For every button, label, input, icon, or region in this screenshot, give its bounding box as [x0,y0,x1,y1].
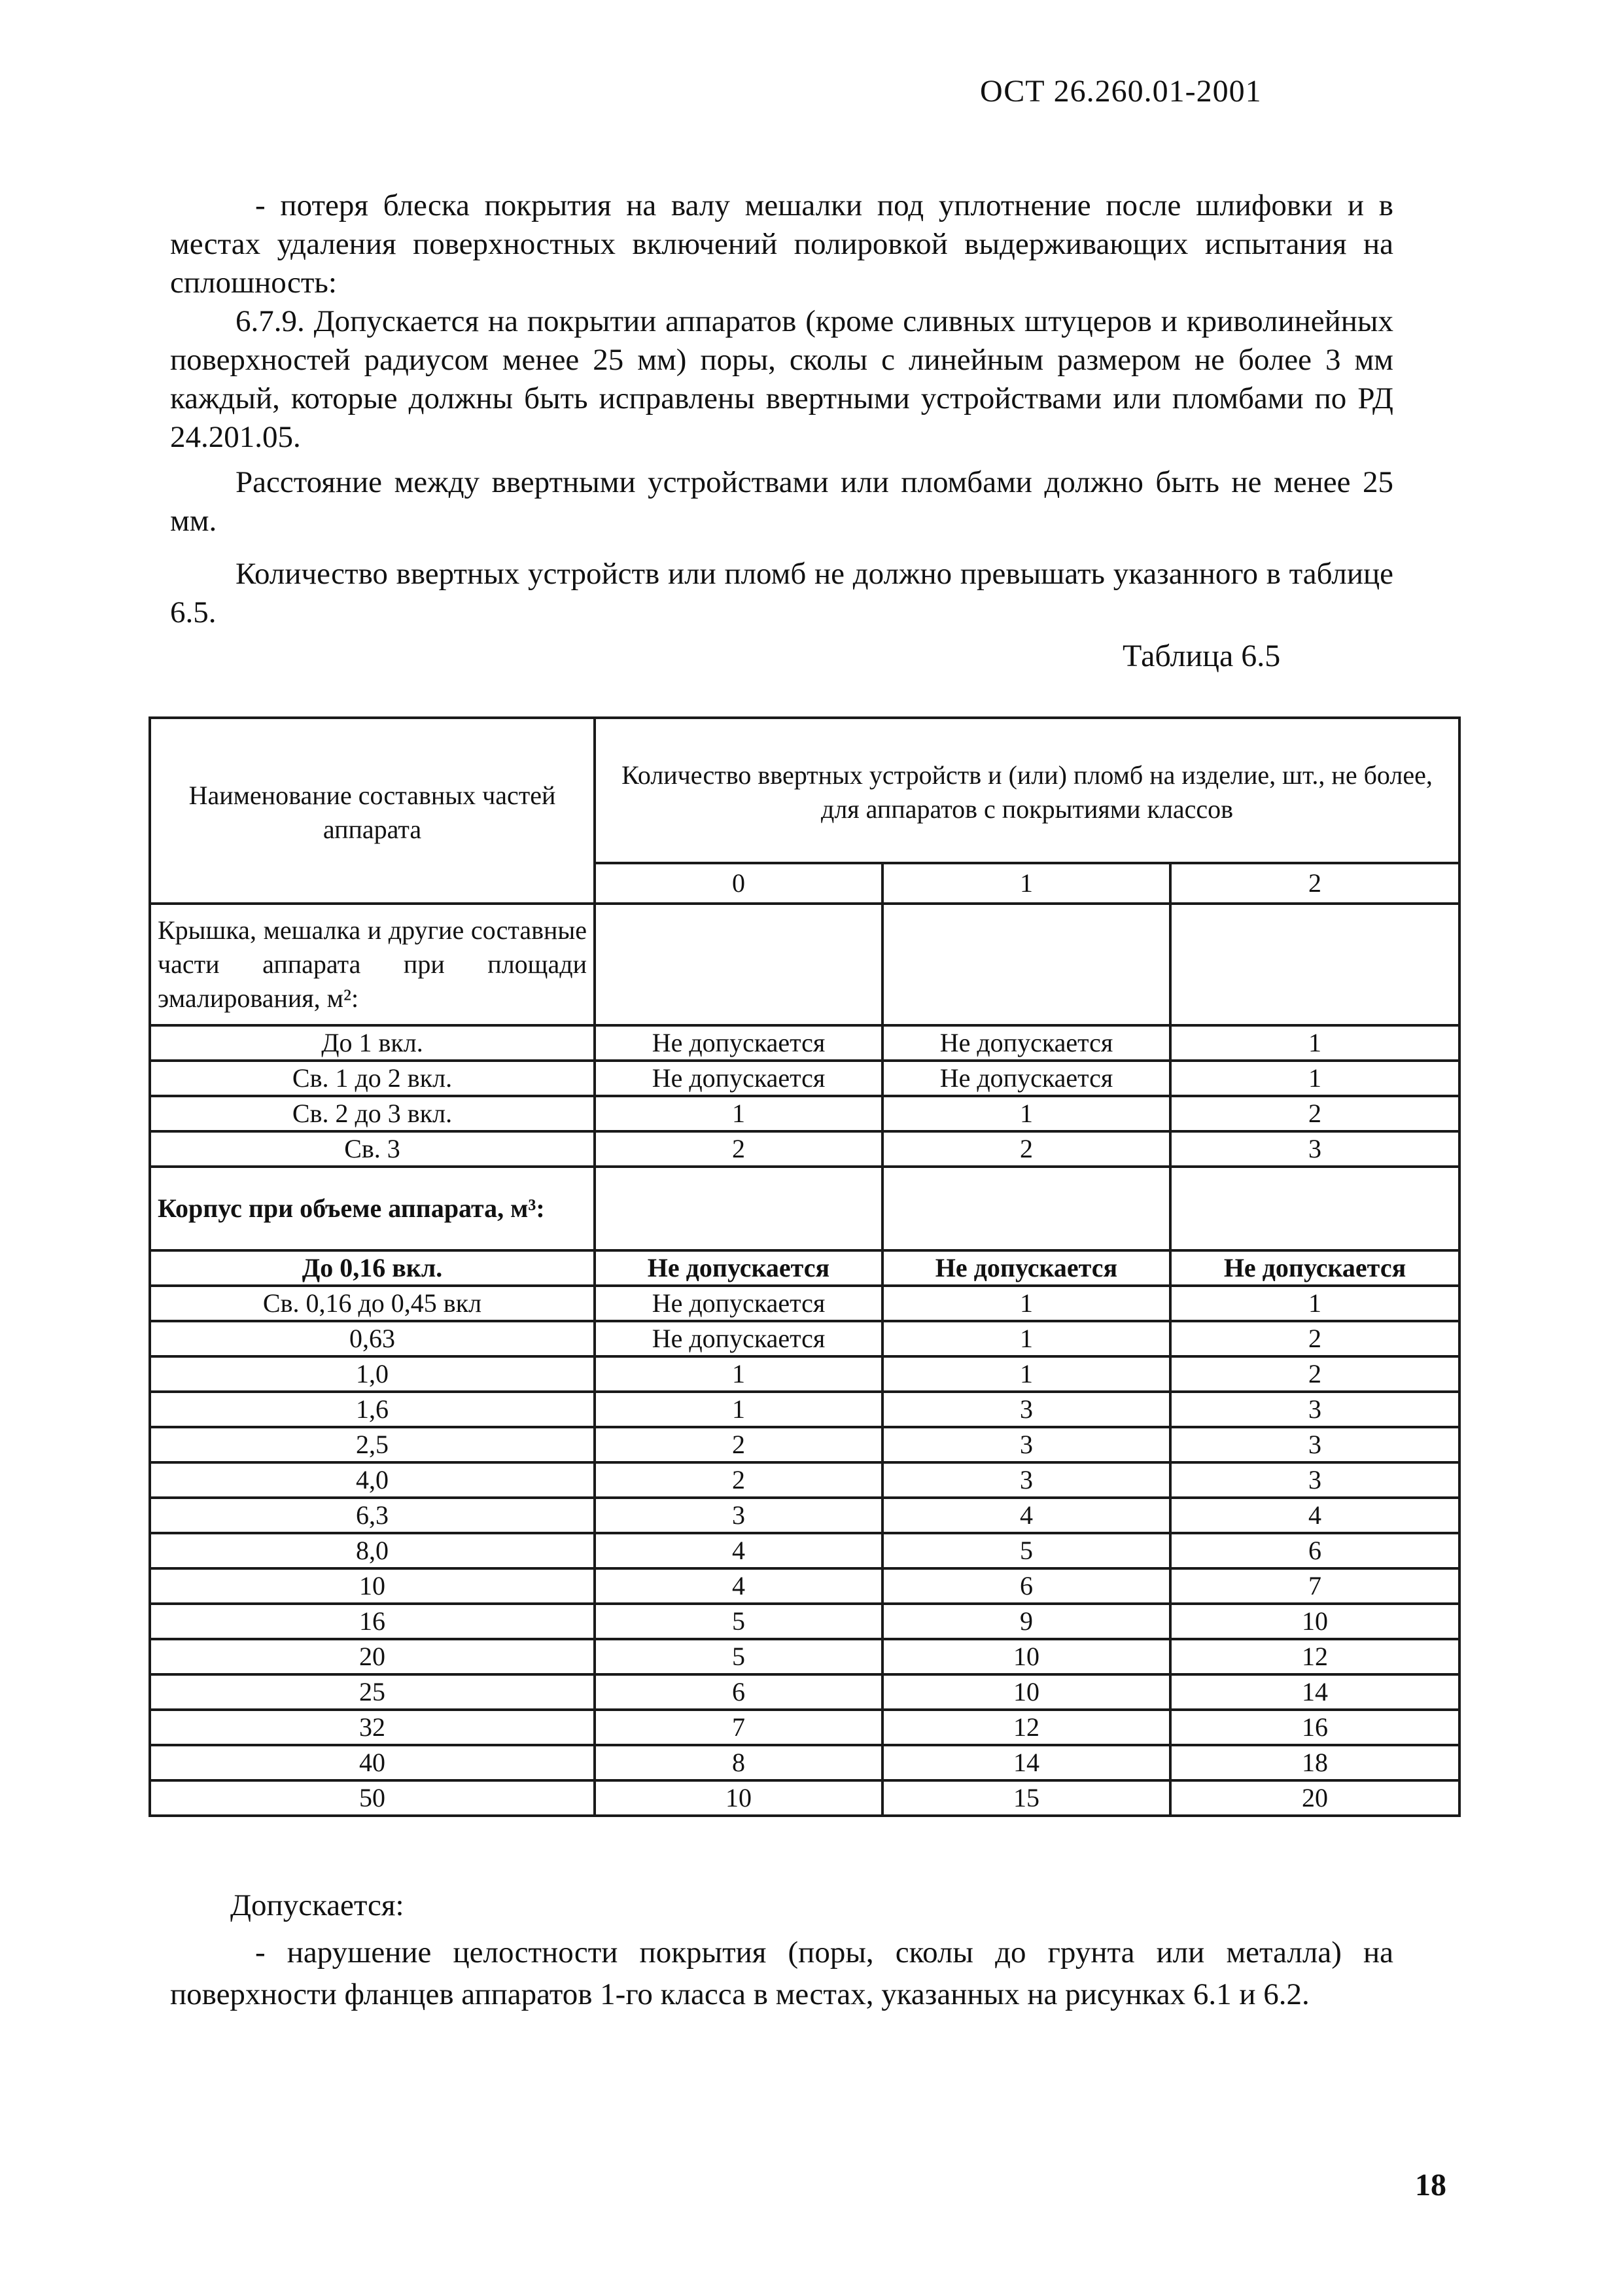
table-row [150,1096,1459,1131]
class-2-cell: 4 [1170,1498,1459,1533]
class-1-cell: 9 [882,1604,1170,1639]
class-2-cell: 16 [1170,1710,1459,1745]
table-row [150,1780,1459,1816]
table-row [150,1462,1459,1498]
class-0-cell: 2 [595,1462,882,1498]
class-header-1: 1 [882,863,1170,904]
class-2-cell: 14 [1170,1674,1459,1710]
table-caption: Таблица 6.5 [1123,639,1281,673]
class-1-cell: 3 [882,1427,1170,1462]
class-1-cell: 15 [882,1780,1170,1816]
table-row [150,1710,1459,1745]
document-code: ОСТ 26.260.01-2001 [980,74,1262,109]
class-2-cell: 7 [1170,1568,1459,1604]
table-row [150,1356,1459,1392]
class-2-cell: 3 [1170,1131,1459,1167]
class-0-cell: 4 [595,1533,882,1568]
class-2-cell: 12 [1170,1639,1459,1674]
row-name-cell: 40 [150,1745,595,1780]
class-0-cell: 3 [595,1498,882,1533]
row-name-cell: 1,6 [150,1392,595,1427]
class-0-cell: Не допускается [595,1061,882,1096]
class-1-cell: 5 [882,1533,1170,1568]
column-header-name: Наименование составных частей аппарата [150,718,595,904]
row-name-cell: 6,3 [150,1498,595,1533]
table-row [150,1250,1459,1286]
table-row [150,1131,1459,1167]
class-1-cell: 10 [882,1674,1170,1710]
class-2-cell: 18 [1170,1745,1459,1780]
class-0-cell: 4 [595,1568,882,1604]
class-0-cell: 1 [595,1096,882,1131]
row-name-cell: 16 [150,1604,595,1639]
row-name-cell: 20 [150,1639,595,1674]
class-0-cell: 6 [595,1674,882,1710]
row-name-cell: Св. 3 [150,1131,595,1167]
row-name-cell: 25 [150,1674,595,1710]
row-name-cell: 0,63 [150,1321,595,1356]
class-2-cell: 1 [1170,1025,1459,1061]
table-row [150,1745,1459,1780]
page-number: 18 [1415,2168,1446,2202]
body-text [170,186,1393,632]
class-1-cell: Не допускается [882,1025,1170,1061]
table-row [150,1639,1459,1674]
row-name-cell: 32 [150,1710,595,1745]
table-row [150,1392,1459,1427]
class-2-cell: 2 [1170,1096,1459,1131]
table-row [150,1167,1459,1250]
class-1-cell: 4 [882,1498,1170,1533]
table-row [150,1286,1459,1321]
paragraph-2: 6.7.9. Допускается на покрытии аппаратов (кроме сливных штуцеров и криволинейных поверхностей радиусом менее 25 мм) поры, сколы с линейным размером не более 3 мм каждый, которые должны быть исправлены ввертными устройствами или пломбами по РД 24.201.05. [170,304,1393,454]
section-label-body: Корпус при объеме аппарата, м³: [150,1167,595,1250]
class-2-cell: 6 [1170,1533,1459,1568]
row-name-cell: До 0,16 вкл. [150,1250,595,1286]
table-row [150,1498,1459,1533]
class-0-cell: Не допускается [595,1025,882,1061]
class-2-cell: 3 [1170,1462,1459,1498]
class-1-cell: 14 [882,1745,1170,1780]
row-name-cell: Св. 1 до 2 вкл. [150,1061,595,1096]
table-row [150,1025,1459,1061]
class-1-cell: Не допускается [882,1061,1170,1096]
allowed-heading: Допускается: [230,1888,404,1922]
class-2-cell: Не допускается [1170,1250,1459,1286]
class-0-cell: 5 [595,1639,882,1674]
class-header-2: 2 [1170,863,1459,904]
table-row [150,1321,1459,1356]
class-2-cell: 2 [1170,1356,1459,1392]
paragraph-4: Количество ввертных устройств или пломб не должно превышать указанного в таблице 6.5. [170,557,1393,629]
class-0-cell: Не допускается [595,1250,882,1286]
paragraph-1: - потеря блеска покрытия на валу мешалки под уплотнение после шлифовки и в местах удаления поверхностных включений полировкой выдерживающих испытания на сплошность: [170,188,1393,300]
class-1-cell: 3 [882,1392,1170,1427]
class-0-cell: 2 [595,1427,882,1462]
class-2-cell: 3 [1170,1392,1459,1427]
table-row [150,1604,1459,1639]
row-name-cell: 4,0 [150,1462,595,1498]
row-name-cell: Св. 2 до 3 вкл. [150,1096,595,1131]
class-2-cell: 2 [1170,1321,1459,1356]
class-2-cell: 10 [1170,1604,1459,1639]
class-1-cell: 2 [882,1131,1170,1167]
paragraph-3: Расстояние между ввертными устройствами или пломбами должно быть не менее 25 мм. [170,465,1393,538]
class-2-cell: 3 [1170,1427,1459,1462]
requirements-table [148,716,1461,1817]
after-table-text [170,1884,1393,2015]
section-label-cover: Крышка, мешалка и другие составные части аппарата при площади эмалирования, м²: [150,904,595,1025]
allowed-item: - нарушение целостности покрытия (поры, сколы до грунта или металла) на поверхности фланцев аппаратов 1-го класса в местах, указанных на рисунках 6.1 и 6.2. [170,1935,1393,2011]
table-row [150,1061,1459,1096]
table-row [150,1427,1459,1462]
table-row [150,1568,1459,1604]
class-header-0: 0 [595,863,882,904]
class-0-cell: 2 [595,1131,882,1167]
class-1-cell: 1 [882,1286,1170,1321]
class-1-cell: 1 [882,1096,1170,1131]
class-1-cell: 1 [882,1321,1170,1356]
class-0-cell: 5 [595,1604,882,1639]
class-1-cell: 12 [882,1710,1170,1745]
column-header-quantity: Количество ввертных устройств и (или) пломб на изделие, шт., не более, для аппаратов с покрытиями классов [595,718,1459,863]
row-name-cell: 2,5 [150,1427,595,1462]
row-name-cell: 8,0 [150,1533,595,1568]
row-name-cell: Св. 0,16 до 0,45 вкл [150,1286,595,1321]
class-0-cell: 1 [595,1356,882,1392]
table-row [150,1674,1459,1710]
class-0-cell: Не допускается [595,1286,882,1321]
class-0-cell: 7 [595,1710,882,1745]
row-name-cell: 1,0 [150,1356,595,1392]
class-0-cell: 1 [595,1392,882,1427]
row-name-cell: До 1 вкл. [150,1025,595,1061]
class-1-cell: Не допускается [882,1250,1170,1286]
class-0-cell: 8 [595,1745,882,1780]
class-2-cell: 1 [1170,1061,1459,1096]
class-0-cell: Не допускается [595,1321,882,1356]
class-1-cell: 10 [882,1639,1170,1674]
class-1-cell: 3 [882,1462,1170,1498]
class-1-cell: 1 [882,1356,1170,1392]
row-name-cell: 50 [150,1780,595,1816]
class-2-cell: 1 [1170,1286,1459,1321]
row-name-cell: 10 [150,1568,595,1604]
table-row [150,1533,1459,1568]
class-2-cell: 20 [1170,1780,1459,1816]
class-0-cell: 10 [595,1780,882,1816]
class-1-cell: 6 [882,1568,1170,1604]
